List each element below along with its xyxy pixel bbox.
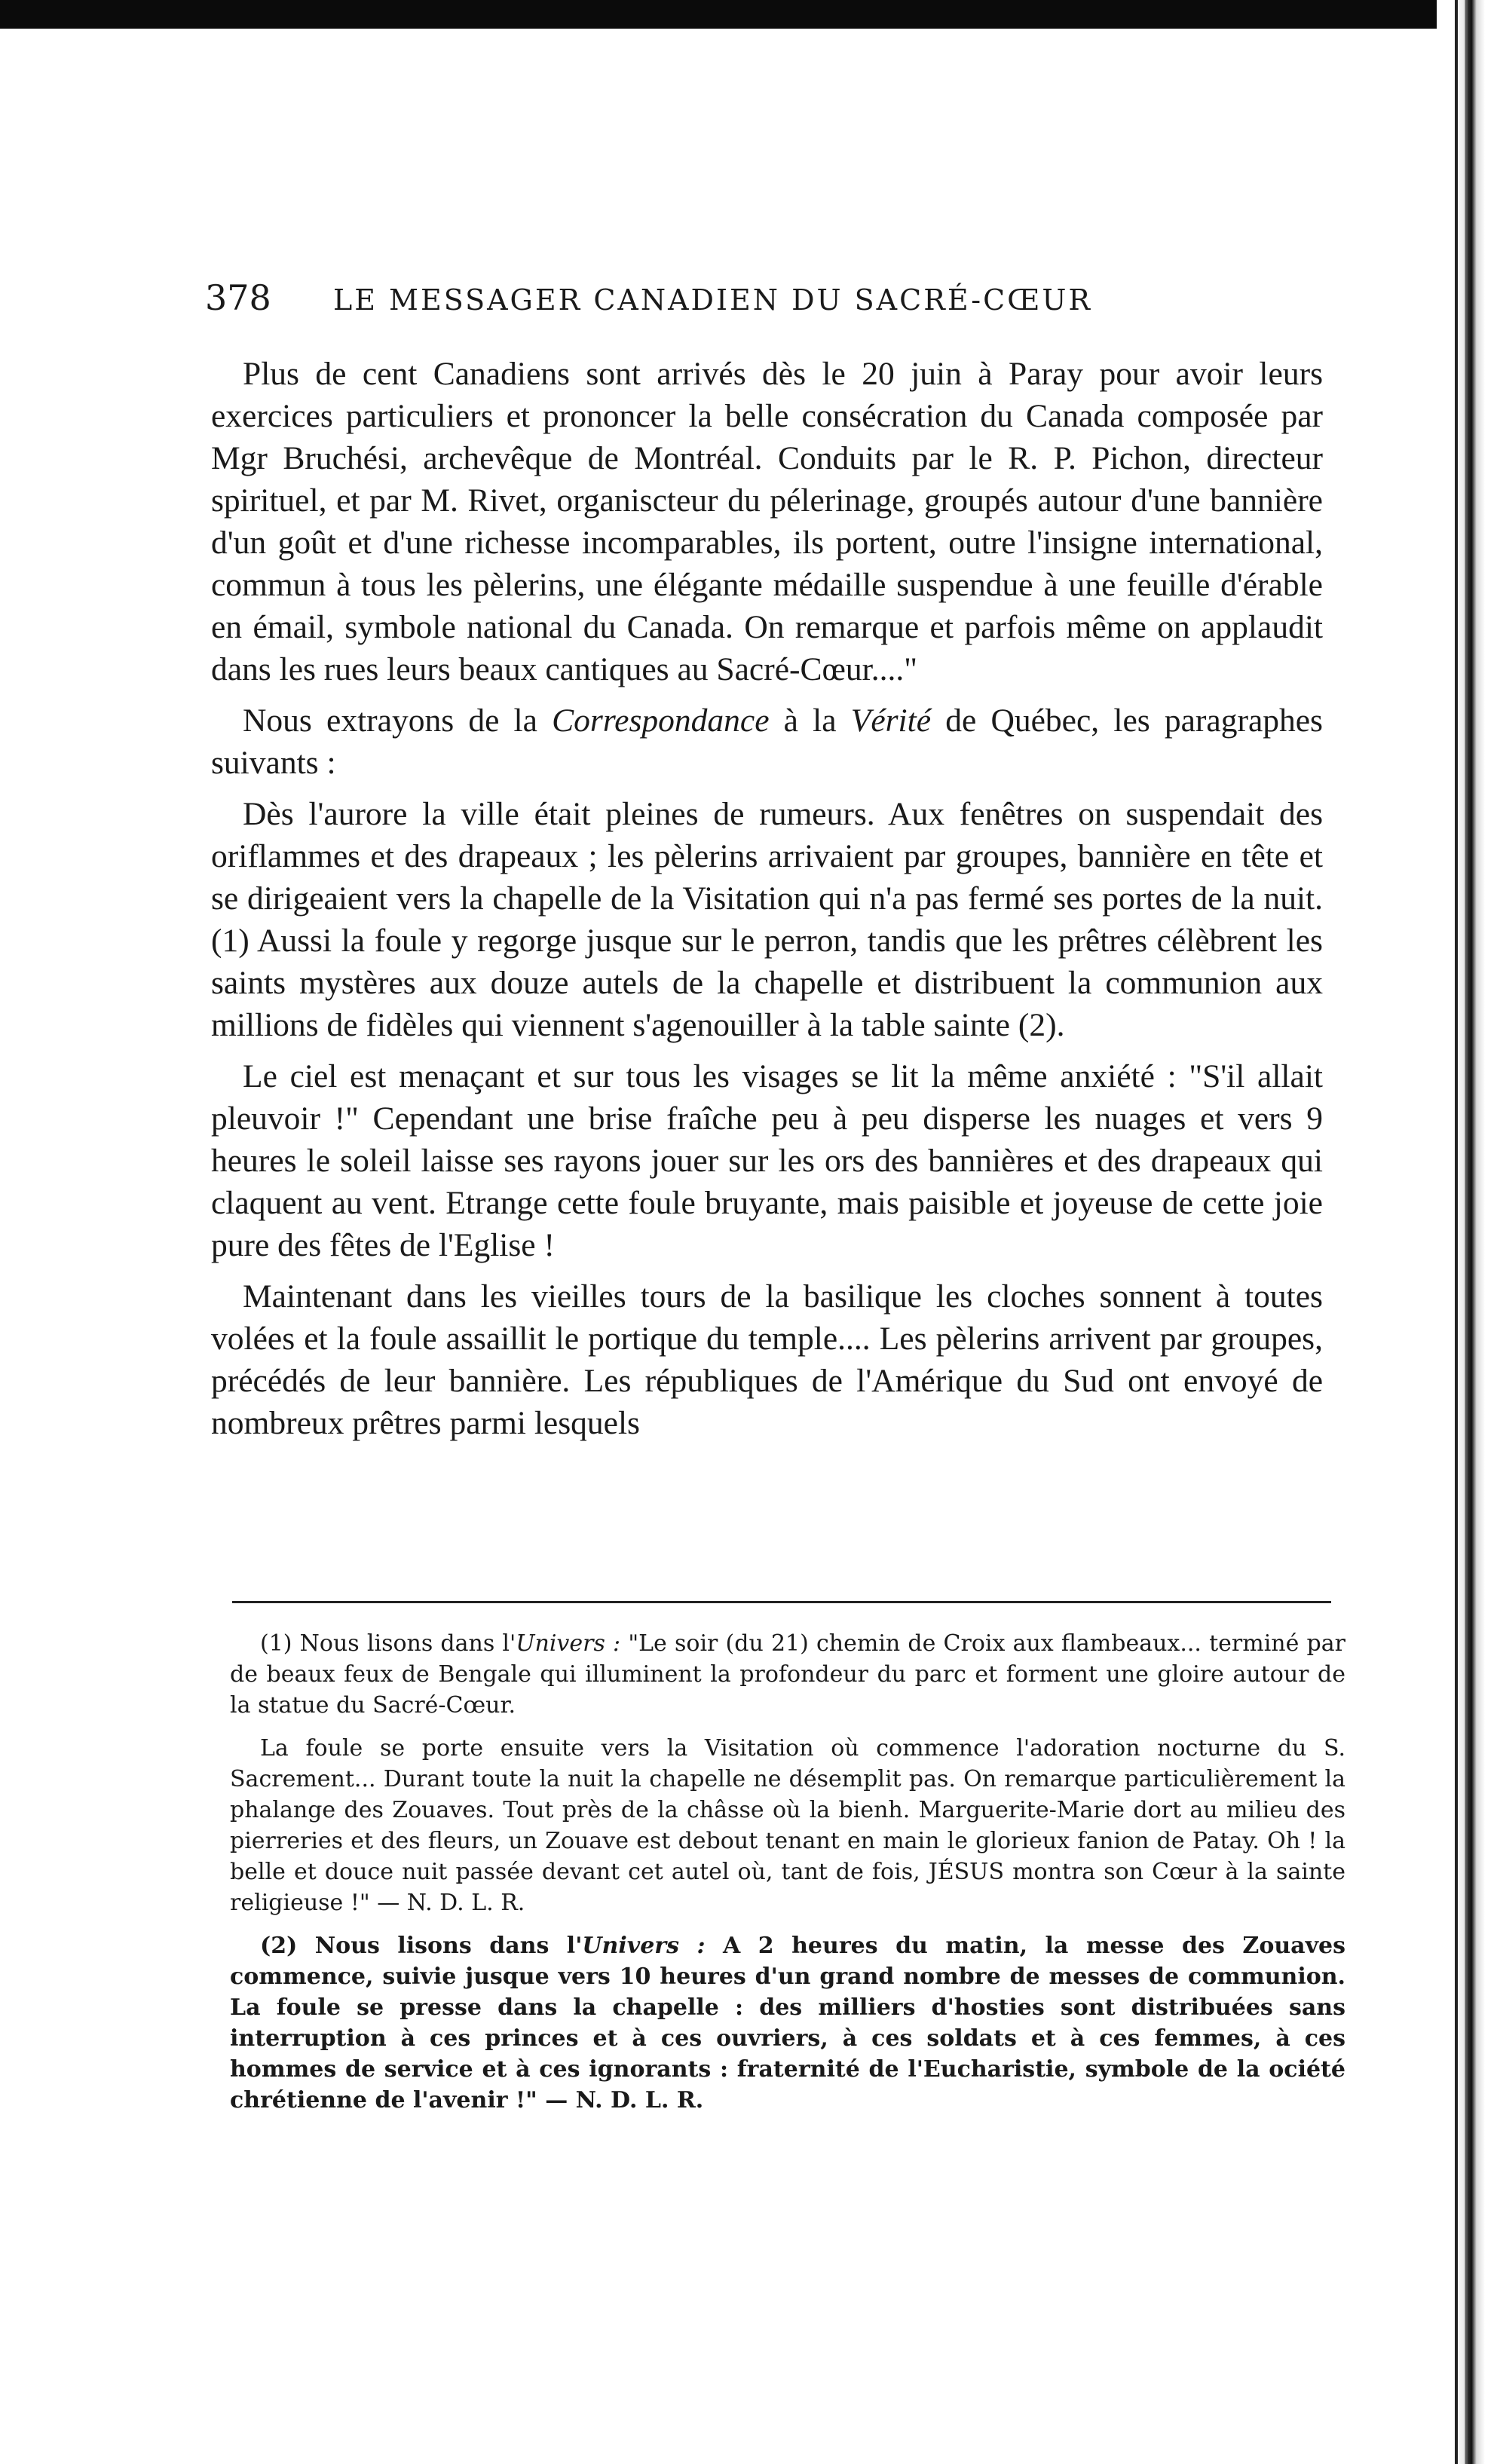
footnote-2: (2) Nous lisons dans l'Univers : A 2 heures du matin, la messe des Zouaves commence, suivie jusque vers 10 heures d'un grand nombre de messes de communion. La foule se presse dans la chapelle : des milliers d'hosties sont distribuées sans interruption à ces princes et à ces ouvriers, à ces soldats et à ces femmes, à ces hommes de service et à ces ignorants : fraternité de l'Eucharistie, symbole de la ociété chrétienne de l'avenir !" — N. D. L. R. — [230, 1933, 1345, 2114]
footnotes — [230, 1628, 1345, 2128]
correspondance-italic: Correspondance — [552, 702, 770, 739]
verite-italic: Vérité — [850, 702, 932, 739]
univers-italic-2: Univers : — [582, 1933, 706, 1959]
running-header — [205, 277, 1298, 318]
paragraph-2: Nous extrayons de la Correspondance à la Vérité de Québec, les paragraphes suivants : — [211, 702, 1323, 781]
paragraph-5: Maintenant dans les vieilles tours de la basilique les cloches sonnent à toutes volées et la foule assaillit le portique du temple.... Les pèlerins arrivent par groupes, précédés de leur bannière. Les républiques de l'Amérique du Sud ont envoyé de nombreux prêtres parmi lesquels — [211, 1278, 1323, 1441]
footnote-1: (1) Nous lisons dans l'Univers : "Le soir (du 21) chemin de Croix aux flambeaux... terminé par de beaux feux de Bengale qui illuminent la profondeur du parc et forment une gloire autour de la statue du Sacré-Cœur. — [230, 1630, 1345, 1719]
paragraph-1: Plus de cent Canadiens sont arrivés dès le 20 juin à Paray pour avoir leurs exercices particuliers et prononcer la belle consécration du Canada composée par Mgr Bruchési, archevêque de Montréal. Conduits par le R. P. Pichon, directeur spirituel, et par M. Rivet, organiscteur du pélerinage, groupés autour d'une bannière d'un goût et d'une richesse incomparables, ils portent, outre l'insigne international, commun à tous les pèlerins, une élégante médaille suspendue à une feuille d'érable en émail, symbole national du Canada. On remarque et parfois même on applaudit dans les rues leurs beaux cantiques au Sacré-Cœur...." — [211, 356, 1323, 687]
footnote-divider — [232, 1601, 1331, 1603]
univers-italic: Univers : — [516, 1630, 621, 1657]
main-text — [211, 353, 1323, 1453]
paragraph-3: Dès l'aurore la ville était pleines de rumeurs. Aux fenêtres on suspendait des oriflammes et des drapeaux ; les pèlerins arrivaient par groupes, bannière en tête et se dirigeaient vers la chapelle de la Visitation qui n'a pas fermé ses portes de la nuit. (1) Aussi la foule y regorge jusque sur le perron, tandis que les prêtres célèbrent les saints mystères aux douze autels de la chapelle et distribuent la communion aux millions de fidèles qui viennent s'agenouiller à la table sainte (2). — [211, 796, 1323, 1043]
journal-title: LE MESSAGER CANADIEN DU SACRÉ-CŒUR — [333, 283, 1093, 317]
paragraph-4: Le ciel est menaçant et sur tous les visages se lit la même anxiété : "S'il allait pleuvoir !" Cependant une brise fraîche peu à peu disperse les nuages et vers 9 heures le soleil laisse ses rayons jouer sur les ors des bannières et des drapeaux qui claquent au vent. Etrange cette foule bruyante, mais paisible et joyeuse de cette joie pure des fêtes de l'Eglise ! — [211, 1058, 1323, 1263]
footnote-1-continued: La foule se porte ensuite vers la Visitation où commence l'adoration nocturne du S. Sacrement... Durant toute la nuit la chapelle ne désemplit pas. On remarque particulièrement la phalange des Zouaves. Tout près de la châsse où la bienh. Marguerite-Marie dort au milieu des pierreries et des fleurs, un Zouave est debout tenant en main le glorieux fanion de Patay. Oh ! la belle et douce nuit passée devant cet autel où, tant de fois, JÉSUS montra son Cœur à la sainte religieuse !" — N. D. L. R. — [230, 1735, 1345, 1916]
page-number: 378 — [205, 277, 271, 318]
